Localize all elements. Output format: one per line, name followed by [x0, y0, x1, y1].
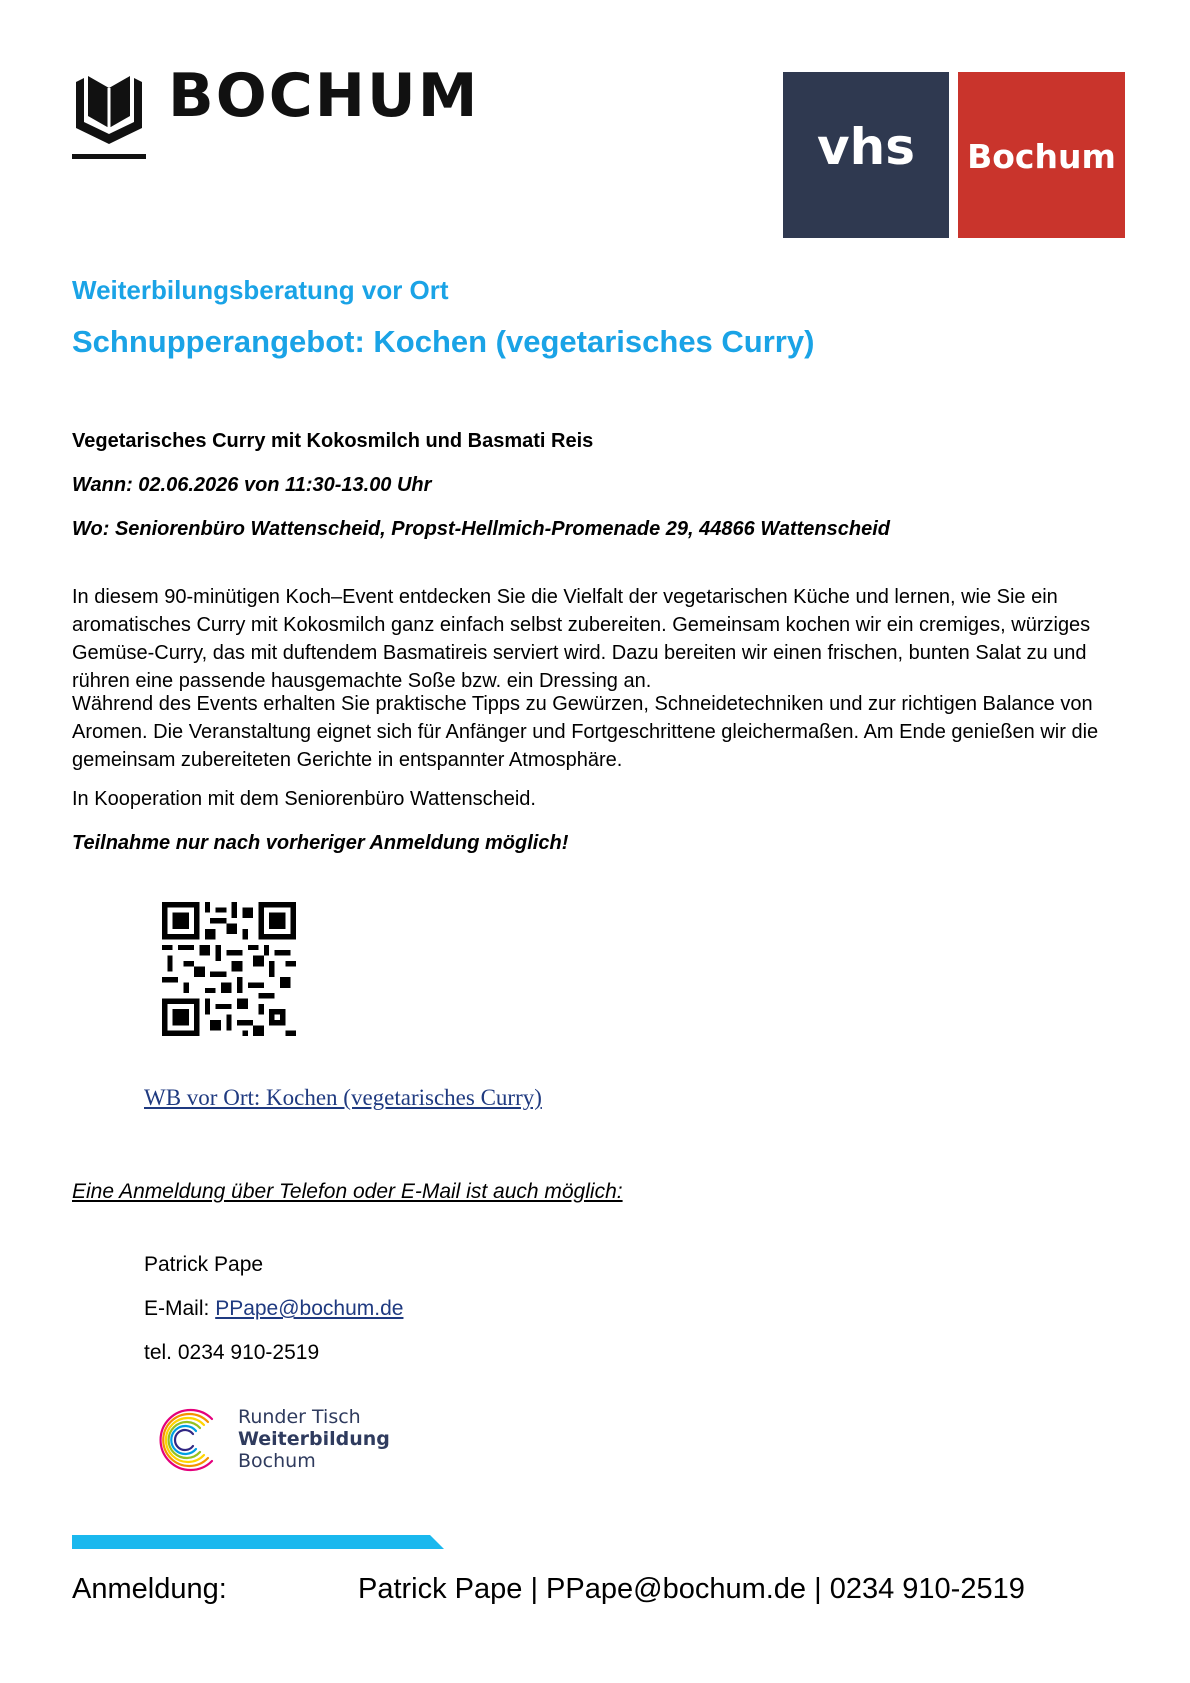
vhs-logo-text: vhs [817, 118, 915, 176]
email-label: E-Mail: [144, 1297, 216, 1320]
cooperation-note: In Kooperation mit dem Seniorenbüro Wattenscheid. [72, 788, 536, 810]
qr-code-icon[interactable] [162, 902, 296, 1036]
contact-name: Patrick Pape [144, 1253, 264, 1276]
logo-line-1: Runder Tisch [238, 1406, 361, 1428]
event-where: Wo: Seniorenbüro Wattenscheid, Propst-Hellmich-Promenade 29, 44866 Wattenscheid [72, 518, 890, 540]
vhs-logo-left [783, 72, 949, 238]
logo-line-2: Weiterbildung [238, 1428, 390, 1450]
vhs-logo-city: Bochum [967, 137, 1116, 176]
footer-label: Anmeldung: [72, 1573, 227, 1605]
registration-required: Teilnahme nur nach vorheriger Anmeldung möglich! [72, 832, 569, 854]
course-link[interactable]: WB vor Ort: Kochen (vegetarisches Curry) [144, 1085, 542, 1110]
logo-line-3: Bochum [238, 1450, 316, 1472]
email-link[interactable]: PPape@bochum.de [215, 1297, 404, 1320]
footer-contact: Patrick Pape | PPape@bochum.de | 0234 910-2519 [358, 1573, 1025, 1605]
bochum-book-logo-icon [72, 72, 146, 162]
event-when: Wann: 02.06.2026 von 11:30-13.00 Uhr [72, 474, 432, 496]
event-tips: Während des Events erhalten Sie praktische Tipps zu Gewürzen, Schneidetechniken und zur richtigen Balance von Aromen. Die Veranstaltung eignet sich für Anfänger und Fortgeschrittene gleichermaßen. Am Ende genießen wir die gemeinsam zubereiteten Gerichte in entspannter Atmosphäre. [72, 693, 1099, 771]
contact-phone: tel. 0234 910-2519 [144, 1341, 320, 1364]
event-description: In diesem 90-minütigen Koch–Event entdecken Sie die Vielfalt der vegetarischen Küche und lernen, wie Sie ein aromatisches Curry mit Kokosmilch ganz einfach selbst zubereiten. Gemeinsam kochen wir ein cremiges, würziges Gemüse-Curry, das mit duftendem Basmatireis serviert wird. Dazu bereiten wir einen frischen, bunten Salat zu und rühren eine passende hausgemachte Soße bzw. ein Dressing an. [72, 586, 1091, 692]
contact-email [144, 1297, 403, 1321]
runder-tisch-swirl-icon [148, 1405, 230, 1475]
registration-note: Eine Anmeldung über Telefon oder E-Mail ist auch möglich: [72, 1180, 623, 1203]
bochum-logo-text: BOCHUM [168, 61, 480, 131]
runder-tisch-logo-text [238, 1406, 390, 1472]
event-name: Vegetarisches Curry mit Kokosmilch und Basmati Reis [72, 430, 594, 452]
vhs-logo-right [958, 72, 1125, 238]
vhs-logo [783, 72, 1125, 238]
page-title: Schnupperangebot: Kochen (vegetarisches Curry) [72, 324, 815, 359]
footer-accent-bar [72, 1535, 444, 1549]
subheading: Weiterbilungsberatung vor Ort [72, 275, 449, 305]
